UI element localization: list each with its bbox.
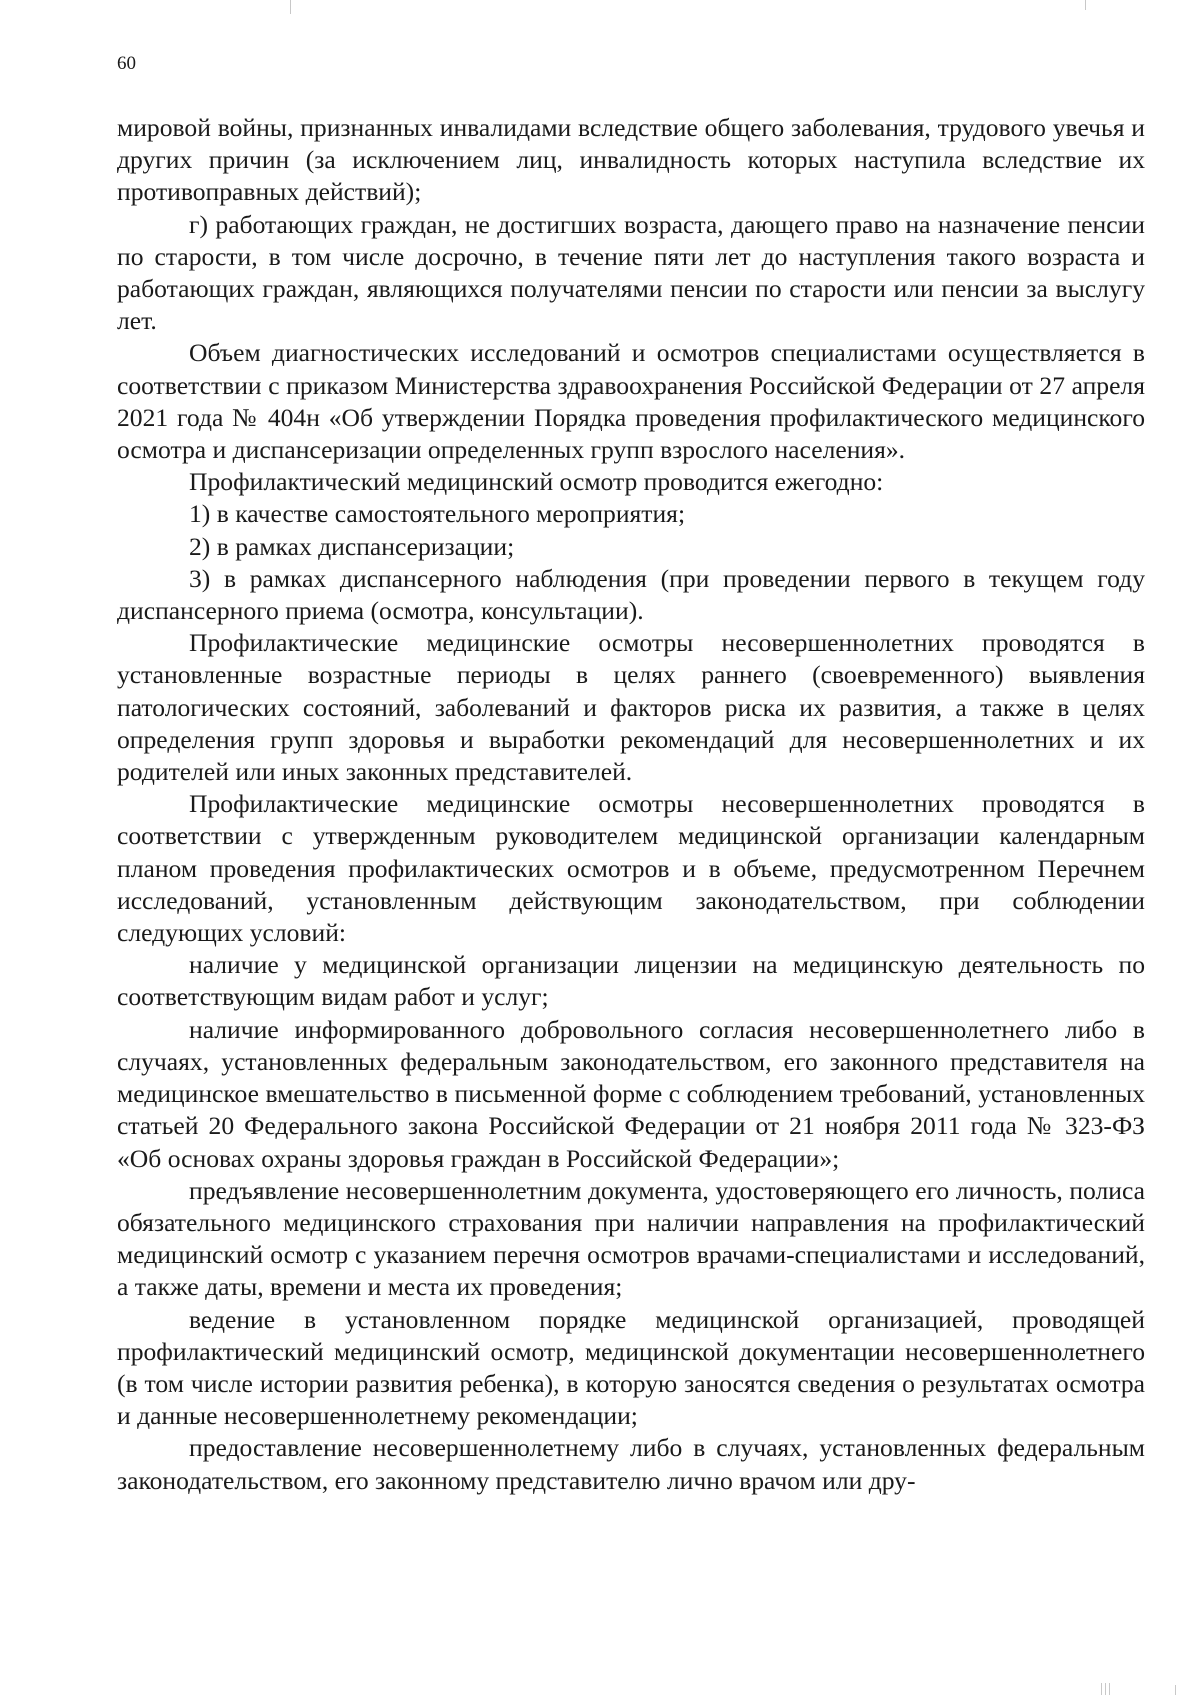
scan-artifact [290,0,291,14]
paragraph: г) работающих граждан, не достигших возраста, дающего право на назначение пенсии по старости, в том числе досрочно, в течение пяти лет до наступления такого возраста и работающих граждан, являющихся получателями пенсии по старости или пенсии за выслугу лет. [117,209,1145,336]
scan-artifact [1175,1685,1176,1695]
document-body [117,112,1145,1497]
list-item: 2) в рамках диспансеризации; [189,531,515,561]
condition-item: предъявление несовершеннолетним документа, удостоверяющего его личность, полиса обязательного медицинского страхования при наличии направления на профилактический медицинский осмотр с указанием перечня осмотров врачами-специалистами и исследований, а также даты, времени и места их проведения; [117,1175,1145,1302]
paragraph: Профилактический медицинский осмотр проводится ежегодно: [189,467,884,497]
condition-item: предоставление несовершеннолетнему либо в случаях, установленных федеральным законодательством, его законному представителю лично врачом или дру- [117,1433,1145,1495]
paragraph: Профилактические медицинские осмотры несовершеннолетних проводятся в соответствии с утвержденным руководителем медицинской организации календарным планом проведения профилактических осмотров и в объеме, предусмотренном Перечнем исследований, установленным действующим законодательством, при соблюдении следующих условий: [117,789,1145,948]
condition-item: наличие информированного добровольного согласия несовершеннолетнего либо в случаях, установленных федеральным законодательством, его законного представителя на медицинское вмешательство в письменной форме с соблюдением требований, установленных статьей 20 Федерального закона Российской Федерации от 21 ноября 2011 года № 323-ФЗ «Об основах охраны здоровья граждан в Российской Федерации»; [117,1014,1145,1173]
scan-artifact [1105,1683,1106,1695]
scan-artifact [1109,1683,1110,1695]
paragraph: мировой войны, признанных инвалидами вследствие общего заболевания, трудового увечья и других причин (за исключением лиц, инвалидность которых наступила вследствие их противоправных действий); [117,113,1145,207]
scan-artifact [1101,1683,1102,1695]
page-number: 60 [117,53,136,74]
paragraph: Профилактические медицинские осмотры несовершеннолетних проводятся в установленные возрастные периоды в целях раннего (своевременного) выявления патологических состояний, заболеваний и факторов риска их развития, а также в целях определения групп здоровья и выработки рекомендаций для несовершеннолетних и их родителей или иных законных представителей. [117,628,1145,787]
list-item: 3) в рамках диспансерного наблюдения (при проведении первого в текущем году диспансерного приема (осмотра, консультации). [117,563,1145,626]
condition-item: наличие у медицинской организации лицензии на медицинскую деятельность по соответствующим видам работ и услуг; [117,950,1145,1012]
condition-item: ведение в установленном порядке медицинской организацией, проводящей профилактический медицинский осмотр, медицинской документации несовершеннолетнего (в том числе истории развития ребенка), в которую заносятся сведения о результатах осмотра и данные несовершеннолетнему рекомендации; [117,1304,1145,1431]
scan-artifact [1085,0,1086,10]
list-item: 1) в качестве самостоятельного мероприятия; [189,499,686,529]
paragraph: Объем диагностических исследований и осмотров специалистами осуществляется в соответствии с приказом Министерства здравоохранения Российской Федерации от 27 апреля 2021 года № 404н «Об утверждении Порядка проведения профилактического медицинского осмотра и диспансеризации определенных групп взрослого населения». [117,338,1145,465]
